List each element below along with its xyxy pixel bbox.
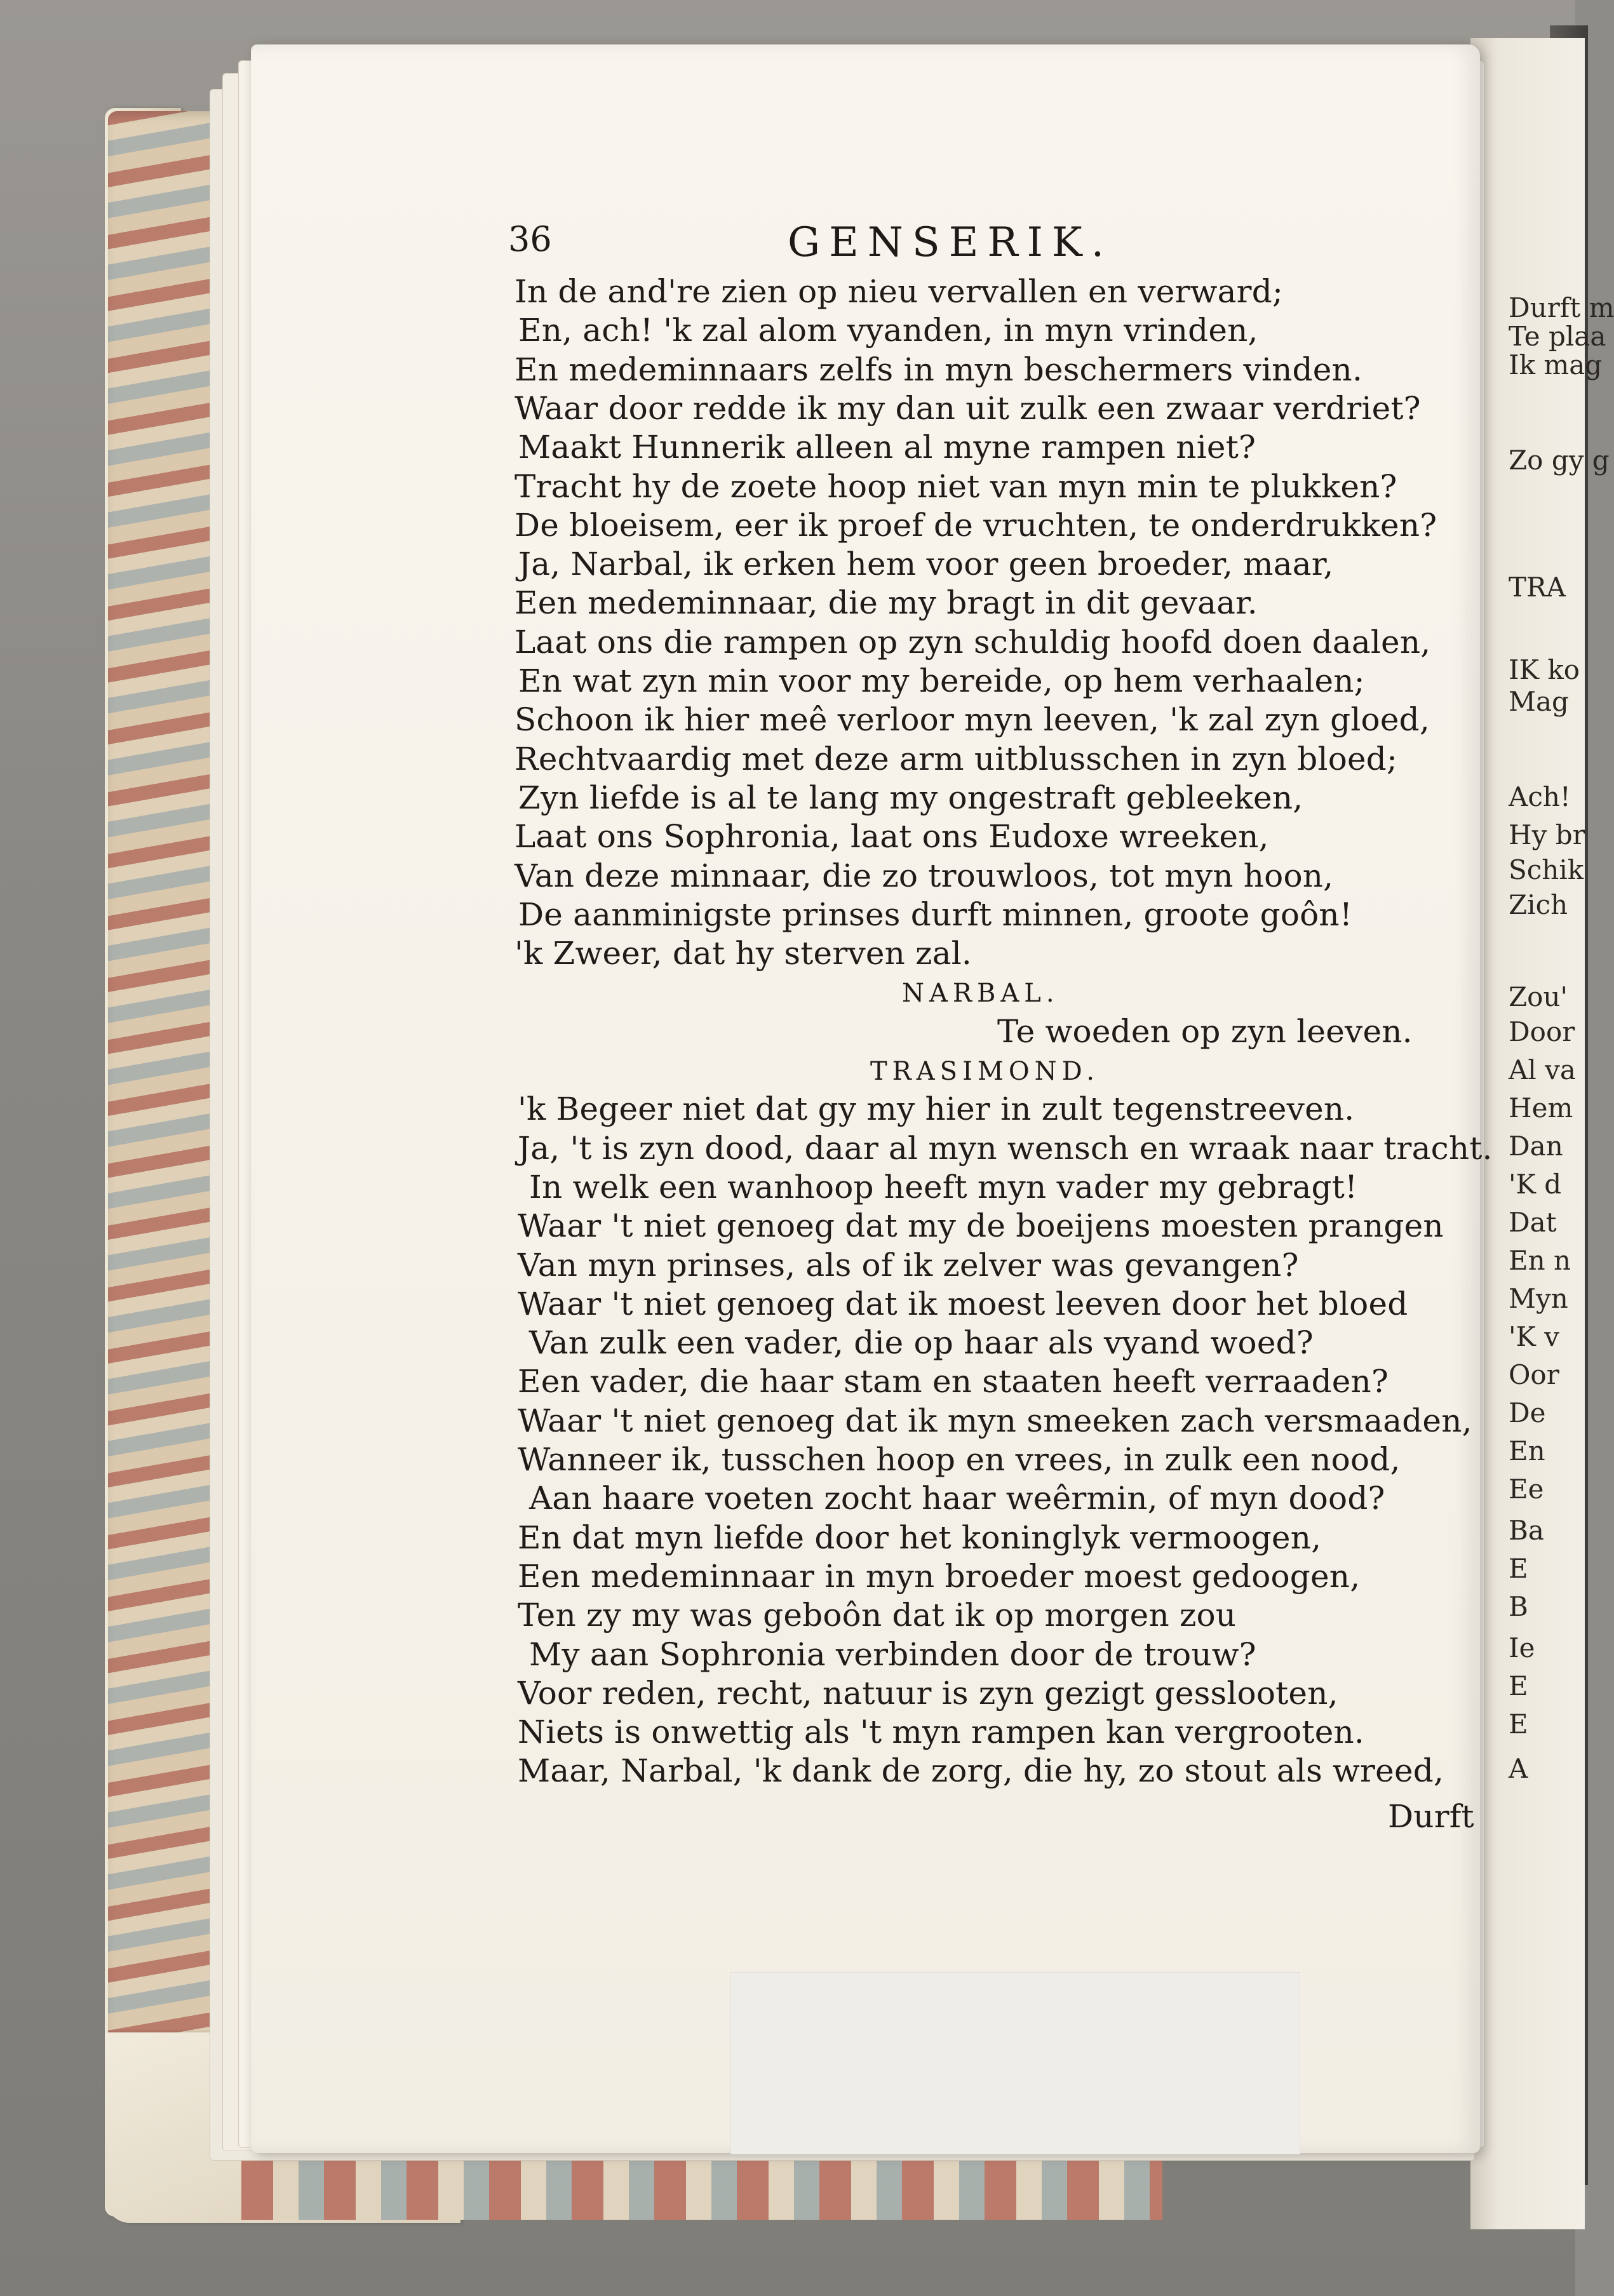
facing-line: Hy br	[1509, 819, 1585, 850]
facing-line: Al va	[1509, 1054, 1576, 1085]
verse-line: Van deze minnaar, die zo trouwloos, tot myn hoon,	[514, 857, 1334, 894]
verse-line: Rechtvaardig met deze arm uitblusschen in zyn bloed;	[514, 740, 1398, 777]
verse-line: Laat ons die rampen op zyn schuldig hoofd doen daalen,	[514, 623, 1431, 661]
facing-line: En n	[1509, 1245, 1571, 1276]
facing-line: TRA	[1509, 572, 1566, 603]
verse-line: Ja, 't is zyn dood, daar al myn wensch en wraak naar tracht.	[518, 1129, 1493, 1167]
verse-line: De bloeisem, eer ik proef de vruchten, te onderdrukken?	[514, 506, 1437, 544]
facing-line: Ik mag	[1509, 349, 1603, 380]
verse-line: En, ach! 'k zal alom vyanden, in myn vrinden,	[518, 312, 1258, 349]
facing-line: Hem	[1509, 1092, 1573, 1124]
verse-line: Een medeminnaar, die my bragt in dit gevaar.	[514, 584, 1258, 622]
facing-line: Myn	[1509, 1283, 1568, 1314]
verse-line: Waar 't niet genoeg dat ik myn smeeken zach versmaaden,	[518, 1402, 1472, 1439]
verse-line: Waar door redde ik my dan uit zulk een zwaar verdriet?	[514, 389, 1421, 427]
verse-line: Wanneer ik, tusschen hoop en vrees, in zulk een nood,	[518, 1441, 1401, 1478]
facing-line: Dat	[1509, 1207, 1557, 1238]
facing-line: Durft m	[1509, 292, 1614, 323]
verse-line: In welk een wanhoop heeft myn vader my gebragt!	[529, 1168, 1358, 1205]
verse-line: Waar 't niet genoeg dat my de boeijens moesten prangen	[518, 1207, 1444, 1245]
verse-line: 'k Begeer niet dat gy my hier in zult tegenstreeven.	[518, 1091, 1355, 1128]
facing-line: Schik	[1509, 854, 1584, 885]
verse-line: Van zulk een vader, die op haar als vyand woed?	[529, 1324, 1314, 1362]
verse-line: Waar 't niet genoeg dat ik moest leeven door het bloed	[518, 1285, 1408, 1322]
verse-line: Maakt Hunnerik alleen al myne rampen niet?	[518, 429, 1256, 466]
running-head: GENSERIK.	[788, 219, 1113, 266]
verse-line: Ten zy my was geboôn dat ik op morgen zou	[518, 1597, 1237, 1634]
verse-line: 'k Zweer, dat hy sterven zal.	[514, 935, 972, 972]
verse-line: In de and're zien op nieu vervallen en verward;	[514, 273, 1284, 310]
verse-line: Durft	[1388, 1797, 1474, 1835]
facing-line: En	[1509, 1435, 1545, 1467]
facing-line: Zou'	[1509, 981, 1568, 1012]
facing-line: Door	[1509, 1016, 1575, 1047]
verse-line: De aanminigste prinses durft minnen, groote goôn!	[518, 896, 1353, 933]
verse-line: Aan haare voeten zocht haar weêrmin, of myn dood?	[529, 1480, 1385, 1517]
speaker-name: TRASIMOND.	[870, 1057, 1100, 1086]
facing-line: E	[1509, 1553, 1528, 1584]
verse-line: En medeminnaars zelfs in myn beschermers vinden.	[514, 351, 1363, 388]
facing-line: Ba	[1509, 1515, 1544, 1546]
verse-line: Een vader, die haar stam en staaten heeft verraaden?	[518, 1363, 1389, 1400]
facing-line: Ie	[1509, 1632, 1535, 1663]
verse-line: En dat myn liefde door het koninglyk vermoogen,	[518, 1519, 1322, 1556]
facing-line: E	[1509, 1670, 1528, 1702]
redaction-patch	[730, 1972, 1300, 2154]
verse-line: Niets is onwettig als 't myn rampen kan vergrooten.	[518, 1714, 1364, 1751]
verse-line: My aan Sophronia verbinden door de trouw?	[529, 1635, 1256, 1673]
verse-line: Een medeminnaar in myn broeder moest gedoogen,	[518, 1557, 1361, 1595]
facing-line: Zich	[1509, 889, 1568, 920]
facing-line: 'K d	[1509, 1169, 1562, 1200]
facing-line: Mag	[1509, 686, 1569, 717]
facing-line: E	[1509, 1709, 1528, 1740]
verse-line: Maar, Narbal, 'k dank de zorg, die hy, zo stout als wreed,	[518, 1752, 1444, 1790]
verse-line: En wat zyn min voor my bereide, op hem verhaalen;	[518, 662, 1365, 699]
verse-line: Ja, Narbal, ik erken hem voor geen broeder, maar,	[518, 546, 1334, 583]
speaker-name: NARBAL.	[902, 979, 1059, 1009]
facing-line: Oor	[1509, 1359, 1559, 1390]
facing-line: Zo gy g	[1509, 445, 1610, 476]
verse-line: Schoon ik hier meê verloor myn leeven, 'k zal zyn gloed,	[514, 701, 1430, 739]
verse-line: Van myn prinses, als of ik zelver was gevangen?	[518, 1246, 1299, 1284]
facing-line: A	[1509, 1753, 1528, 1784]
facing-line: Ee	[1509, 1474, 1544, 1505]
facing-line: Ach!	[1509, 781, 1571, 812]
facing-line: 'K v	[1509, 1321, 1560, 1352]
verse-line: Voor reden, recht, natuur is zyn gezigt gesslooten,	[518, 1674, 1338, 1712]
facing-line: IK ko	[1509, 654, 1580, 685]
facing-line: De	[1509, 1397, 1546, 1428]
page-number: 36	[508, 219, 552, 259]
facing-line: Dan	[1509, 1131, 1563, 1162]
verse-line: Laat ons Sophronia, laat ons Eudoxe wreeken,	[514, 818, 1269, 856]
verse-line: Zyn liefde is al te lang my ongestraft gebleeken,	[518, 779, 1303, 816]
verse-line: Te woeden op zyn leeven.	[997, 1012, 1413, 1050]
facing-line: B	[1509, 1591, 1528, 1622]
facing-line: Te plaa	[1509, 321, 1606, 352]
verse-line: Tracht hy de zoete hoop niet van myn min te plukken?	[514, 467, 1397, 505]
